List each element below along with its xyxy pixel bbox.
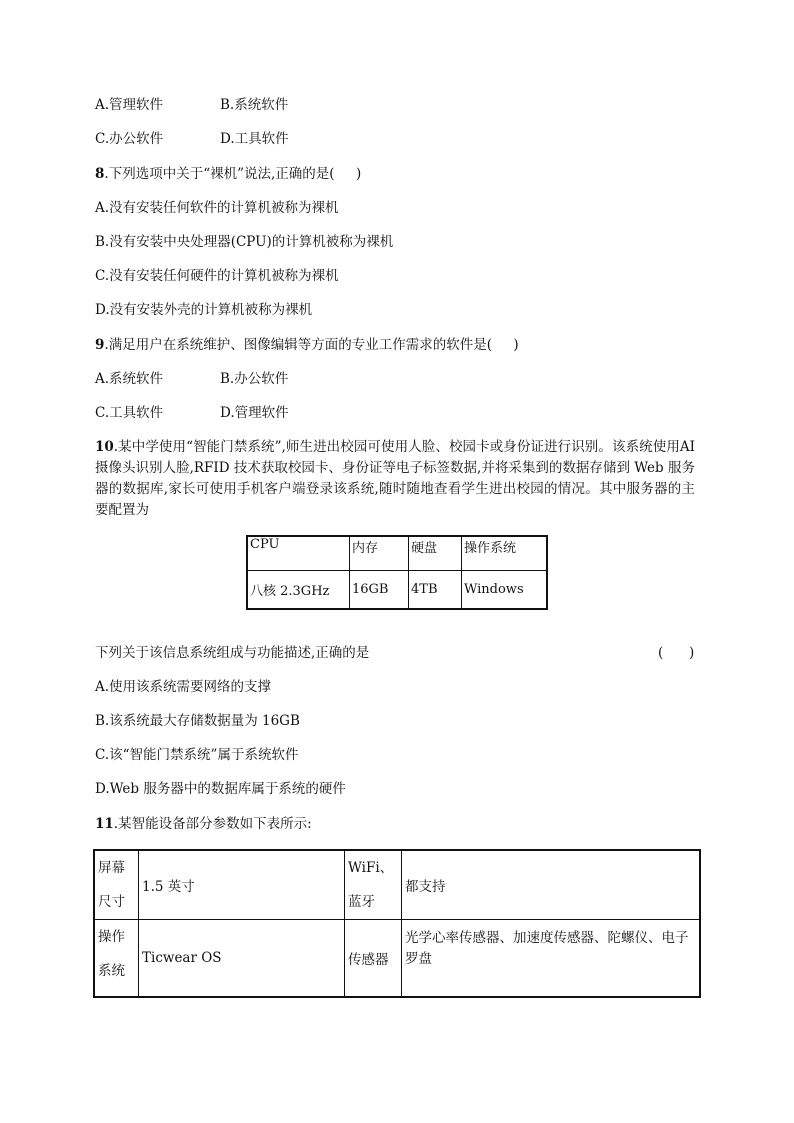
q10-stem	[95, 437, 695, 521]
q7-option-a: A.管理软件	[95, 97, 164, 113]
table-cell-os: Windows	[462, 571, 548, 610]
q11-stem-text: .某智能设备部分参数如下表所示:	[113, 816, 312, 832]
table-header-os: 操作系统	[462, 536, 548, 571]
q8-option-a: A.没有安装任何软件的计算机被称为裸机	[95, 200, 339, 216]
param-value-screen: 1.5 英寸	[139, 850, 345, 920]
q10-option-a: A.使用该系统需要网络的支撑	[95, 679, 272, 695]
table-header-memory: 内存	[350, 536, 409, 571]
q10-number: 10	[95, 439, 114, 455]
q7-option-c: C.办公软件	[95, 131, 164, 147]
q10-option-b: B.该系统最大存储数据量为 16GB	[95, 713, 300, 729]
q7-option-b: B.系统软件	[220, 97, 289, 113]
q10-answer-paren: ( )	[658, 645, 695, 661]
param-label-wireless	[345, 850, 402, 920]
param-label-screen-line1: 屏幕	[98, 860, 125, 876]
q10-question: 下列关于该信息系统组成与功能描述,正确的是	[95, 645, 370, 661]
param-label-os-line2: 系统	[98, 963, 125, 979]
param-label-wireless-line2: 蓝牙	[348, 894, 375, 910]
q11-number: 11	[95, 816, 114, 832]
param-value-wireless: 都支持	[402, 850, 701, 920]
param-label-wireless-line1: WiFi、	[348, 860, 394, 876]
param-value-os: Ticwear OS	[139, 920, 345, 998]
q8-number: 8	[95, 166, 105, 182]
server-config-table	[246, 535, 548, 610]
q10-option-c: C.该“智能门禁系统”属于系统软件	[95, 747, 299, 763]
param-label-screen	[94, 850, 139, 920]
table-header-cpu: CPU	[247, 536, 350, 571]
param-label-screen-line2: 尺寸	[98, 894, 125, 910]
q9-option-b: B.办公软件	[220, 371, 289, 387]
q8-stem	[95, 165, 361, 183]
table-header-disk: 硬盘	[409, 536, 462, 571]
table-cell-memory: 16GB	[350, 571, 409, 610]
param-label-os	[94, 920, 139, 998]
q9-option-d: D.管理软件	[220, 405, 289, 421]
q9-option-c: C.工具软件	[95, 405, 164, 421]
q9-number: 9	[95, 337, 105, 353]
q10-stem-text: .某中学使用“智能门禁系统”,师生进出校园可使用人脸、校园卡或身份证进行识别。该系统使用AI 摄像头识别人脸,RFID 技术获取校园卡、身份证等电子标签数据,并将采集到的数据存储到 Web 服务器的数据库,家长可使用手机客户端登录该系统,随时随地查看学生进出校园的情况。其中服务器的主要配置为	[95, 439, 695, 518]
q9-stem	[95, 336, 519, 354]
q9-paren-close: )	[491, 337, 519, 353]
param-value-sensor	[402, 920, 701, 998]
q8-option-c: C.没有安装任何硬件的计算机被称为裸机	[95, 268, 339, 284]
table-cell-cpu: 八核 2.3GHz	[247, 571, 350, 610]
q8-option-d: D.没有安装外壳的计算机被称为裸机	[95, 302, 313, 318]
q8-paren-close: )	[334, 166, 362, 182]
device-params-table	[93, 849, 701, 998]
q8-option-b: B.没有安装中央处理器(CPU)的计算机被称为裸机	[95, 234, 394, 250]
q8-stem-text: .下列选项中关于“裸机”说法,正确的是(	[104, 166, 335, 182]
q10-option-d: D.Web 服务器中的数据库属于系统的硬件	[95, 781, 346, 797]
q7-option-d: D.工具软件	[220, 131, 289, 147]
table-cell-disk: 4TB	[409, 571, 462, 610]
q11-stem	[95, 815, 312, 833]
q9-stem-text: .满足用户在系统维护、图像编辑等方面的专业工作需求的软件是(	[104, 337, 492, 353]
q9-option-a: A.系统软件	[95, 371, 164, 387]
sensor-list: 光学心率传感器、加速度传感器、陀螺仪、电子罗盘	[405, 930, 689, 967]
param-label-os-line1: 操作	[98, 929, 125, 945]
param-label-sensor: 传感器	[345, 920, 402, 998]
